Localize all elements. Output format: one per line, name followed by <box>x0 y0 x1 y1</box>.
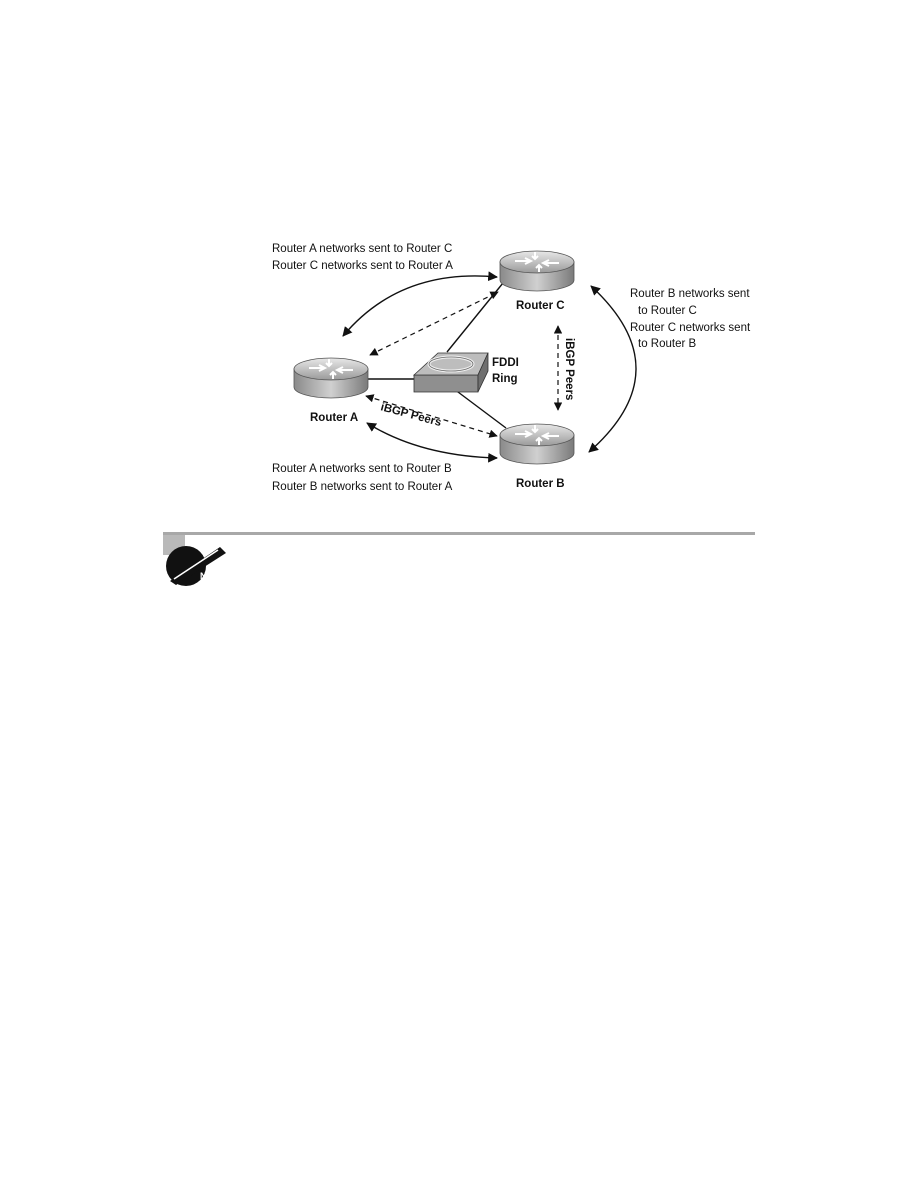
note-divider <box>163 532 755 535</box>
route-exchange-b-c <box>589 286 636 452</box>
note-pen-icon <box>160 535 232 587</box>
annotation-bc-line2: to Router C <box>638 305 697 317</box>
annotation-bc-line1: Router B networks sent <box>630 288 750 300</box>
annotation-ac-line1: Router A networks sent to Router C <box>272 243 453 255</box>
ibgp-peers-label-ab: iBGP Peers <box>379 401 443 430</box>
fddi-label-line1: FDDI <box>492 357 519 369</box>
annotation-ab-line2: Router B networks sent to Router A <box>272 481 453 493</box>
annotation-ac-line2: Router C networks sent to Router A <box>272 260 453 272</box>
note-icon-text: NOTE <box>200 571 226 581</box>
ibgp-peers-label-bc: iBGP Peers <box>563 338 575 401</box>
annotation-ab-line1: Router A networks sent to Router B <box>272 463 452 475</box>
router-b-label: Router B <box>516 478 565 490</box>
route-exchange-a-c <box>343 276 497 336</box>
router-a-label: Router A <box>310 412 359 424</box>
fddi-label-line2: Ring <box>492 373 518 385</box>
router-b-icon <box>500 424 574 464</box>
router-c-icon <box>500 251 574 291</box>
route-exchange-a-b <box>367 423 497 458</box>
ibgp-peer-a-c <box>370 292 498 355</box>
annotation-bc-line4: to Router B <box>638 338 697 350</box>
fddi-ring-icon <box>414 353 488 392</box>
router-c-label: Router C <box>516 300 565 312</box>
annotation-bc-line3: Router C networks sent <box>630 322 751 334</box>
router-a-icon <box>294 358 368 398</box>
